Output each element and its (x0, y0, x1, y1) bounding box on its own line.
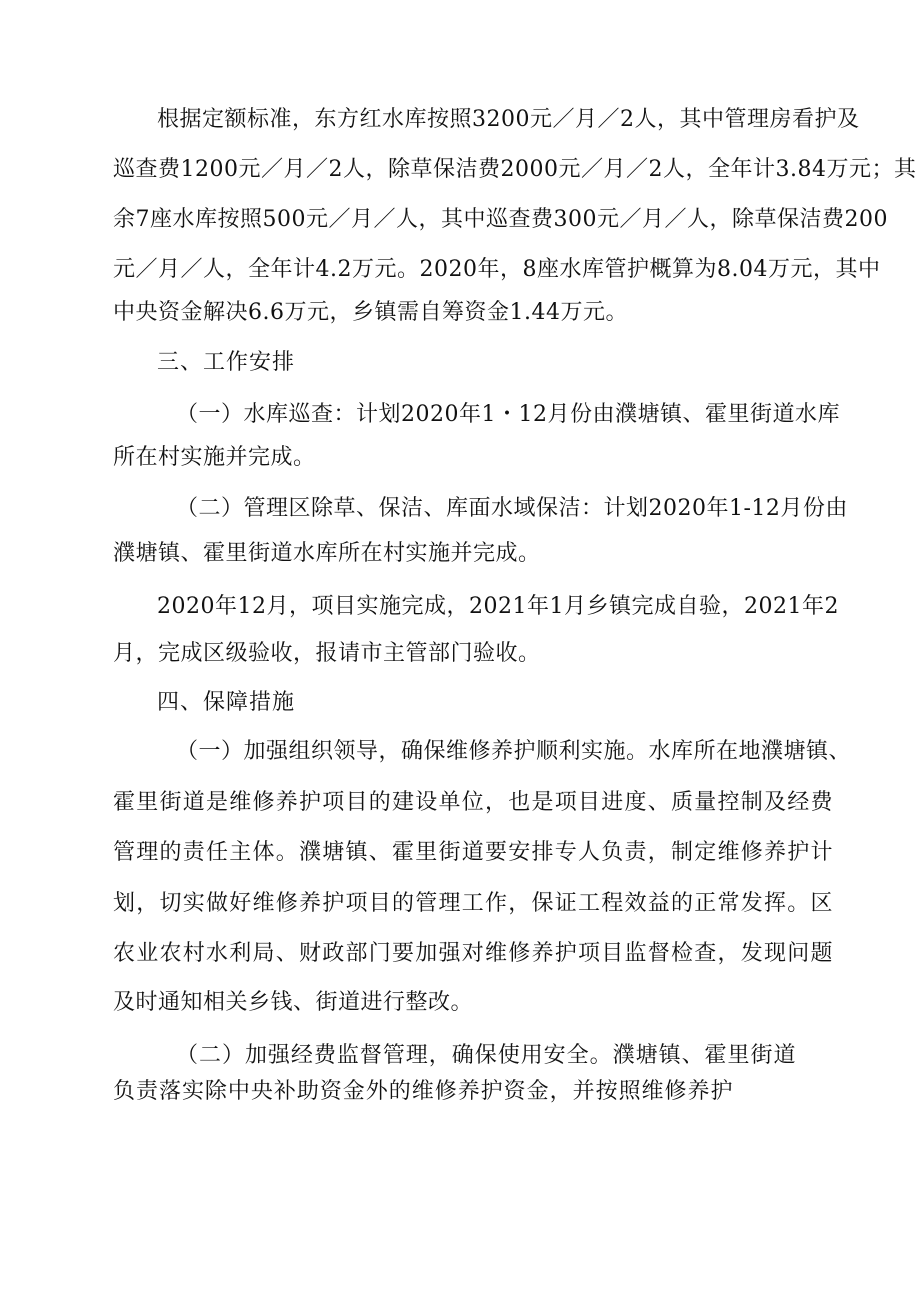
paragraph-line: 负责落实除中央补助资金外的维修养护资金，并按照维修养护 (113, 1079, 733, 1104)
paragraph-line: 元／月／人，全年计4.2万元。2020年，8座水库管护概算为8.04万元，其中 (113, 257, 881, 282)
paragraph-line: （一）水库巡查：计划2020年1・12月份由濮塘镇、霍里街道水库 (176, 402, 840, 427)
paragraph-line: 管理的责任主体。濮塘镇、霍里街道要安排专人负责，制定维修养护计 (113, 840, 833, 865)
paragraph-line: 及时通知相关乡钱、街道进行整改。 (113, 990, 474, 1015)
paragraph-line: 月，完成区级验收，报请市主管部门验收。 (113, 641, 541, 666)
paragraph-line: （二）加强经费监督管理，确保使用安全。濮塘镇、霍里街道 (176, 1043, 796, 1068)
paragraph-line: （二）管理区除草、保洁、库面水域保洁：计划2020年1-12月份由 (176, 496, 848, 521)
paragraph-line: （一）加强组织领导，确保维修养护顺利实施。水库所在地濮塘镇、 (176, 739, 852, 764)
paragraph-line: 划，切实做好维修养护项目的管理工作，保证工程效益的正常发挥。区 (113, 891, 833, 916)
section-heading: 三、工作安排 (157, 350, 296, 375)
paragraph-line: 余7座水库按照500元／月／人，其中巡查费300元／月／人，除草保洁费200 (113, 207, 888, 232)
paragraph-line: 所在村实施并完成。 (113, 445, 316, 470)
paragraph-line: 濮塘镇、霍里街道水库所在村实施并完成。 (113, 541, 541, 566)
paragraph-line: 霍里街道是维修养护项目的建设单位，也是项目进度、质量控制及经费 (113, 790, 833, 815)
section-heading: 四、保障措施 (157, 690, 296, 715)
paragraph-line: 农业农村水利局、财政部门要加强对维修养护项目监督检查，发现问题 (113, 941, 833, 966)
paragraph-line: 根据定额标准，东方红水库按照3200元／月／2人，其中管理房看护及 (157, 107, 860, 132)
paragraph-line: 中央资金解决6.6万元，乡镇需自筹资金1.44万元。 (113, 300, 628, 325)
paragraph-line: 2020年12月，项目实施完成，2021年1月乡镇完成自验，2021年2 (157, 594, 839, 619)
paragraph-line: 巡查费1200元／月／2人，除草保洁费2000元／月／2人，全年计3.84万元；其 (113, 157, 917, 182)
